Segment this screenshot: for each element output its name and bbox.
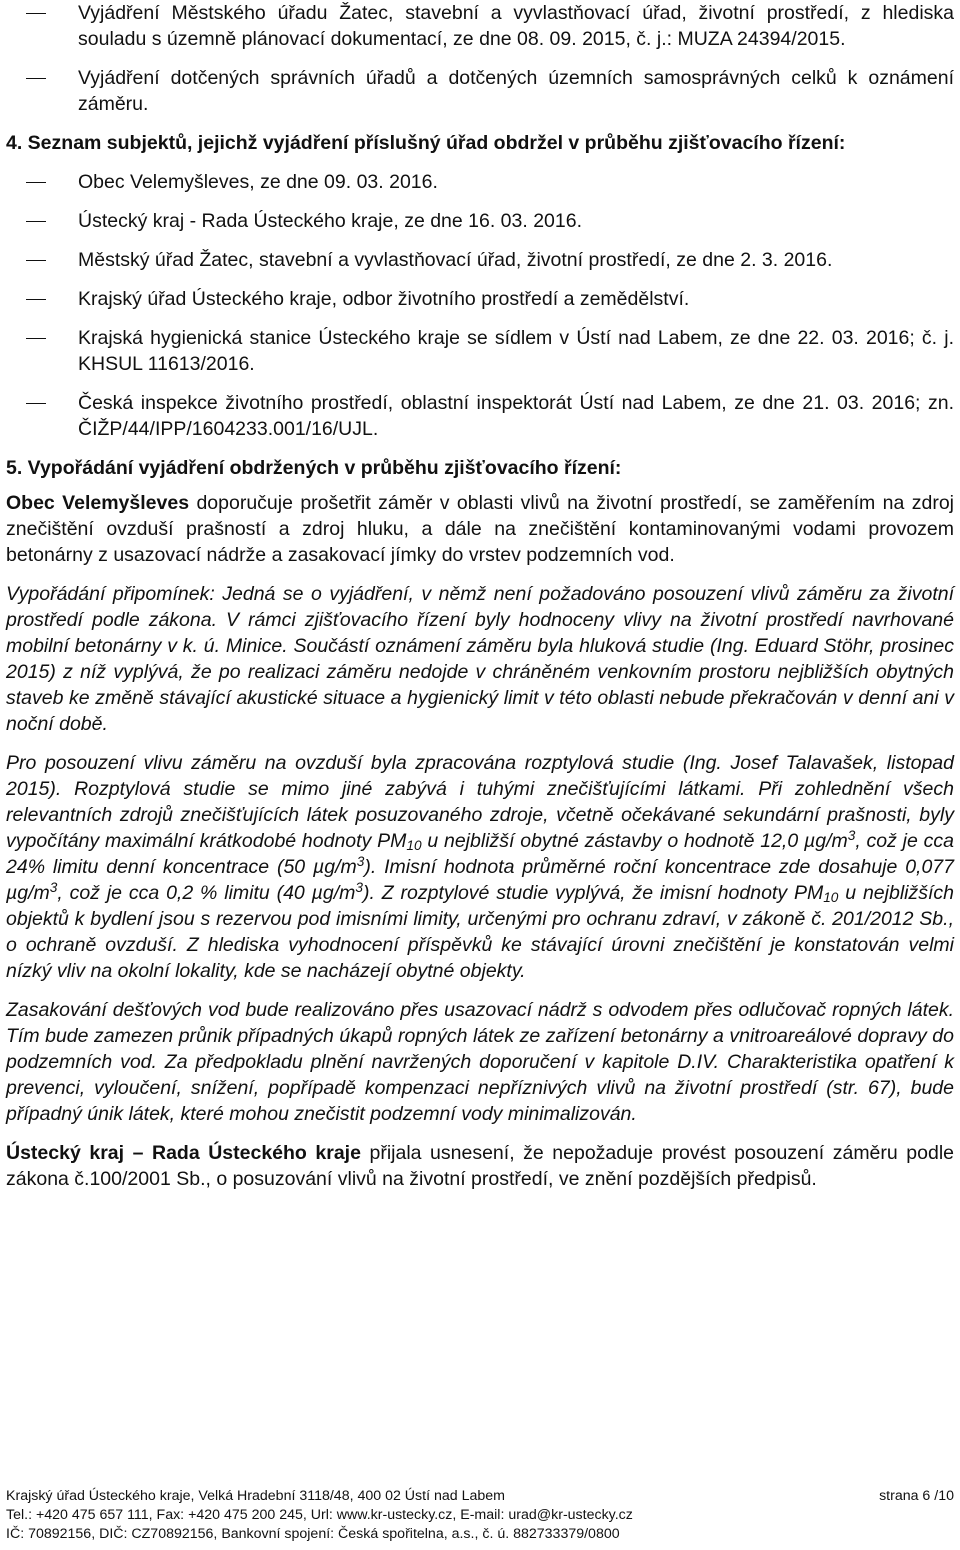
paragraph-vyporadani: Vypořádání připomínek: Jedná se o vyjádření, v němž není požadováno posouzení vlivů záměru za životní prostředí podle zákona. V rámci zjišťovacího řízení byly hodnoceny vlivy na životní prostředí navrhované mobilní betonárny v k. ú. Minice. Součástí oznámení záměru byla hluková studie (Ing. Eduard Stöhr, prosinec 2015) z níž vyplývá, že po realizaci záměru nedojde v chráněném venkovním prostoru nejbližších obytných staveb ke změně stávající akustické situace a hygienický limit v této oblasti nebude překračován v denní ani v noční době. [6, 583, 954, 735]
paragraph-obec [6, 490, 954, 568]
list-item: Krajská hygienická stanice Ústeckého kraje se sídlem v Ústí nad Labem, ze dne 22. 03. 2016; č. j. KHSUL 11613/2016. [6, 325, 954, 377]
section-5-heading: 5. Vypořádání vyjádření obdržených v průběhu zjišťovacího řízení: [6, 457, 622, 479]
list-item: Česká inspekce životního prostředí, oblastní inspektorát Ústí nad Labem, ze dne 21. 03. 2016; zn. ČIŽP/44/IPP/1604233.001/16/UJL. [6, 390, 954, 442]
text-run: u nejbližších objektů k bydlení jsou s rezervou pod imisními limity, určenými pro ochranu zdraví, v zákoně č. 201/2012 Sb., o ochraně ovzduší. Z hlediska vyhodnocení příspěvků ke stávající úrovni znečištění je konstatován velmi nízký vliv na okolní lokality, kde se nacházejí obytné objekty. [6, 882, 954, 982]
footer-line-2 [6, 1506, 954, 1525]
list-item: Obec Velemyšleves, ze dne 09. 03. 2016. [6, 169, 954, 195]
paragraph-text: doporučuje prošetřit záměr v oblasti vlivů na životní prostředí, se zaměřením na zdroj znečištění ovzduší prašností a zdroj hluku, a dále na znečištění kontaminovanými vodami provozem betonárny z usazovací nádrže a zasakovací jímky do vrstev podzemních vod. [6, 492, 954, 566]
text-run: ). Imisní hodnota průměrné roční koncentrace zde dosahuje 0,077 µg/m [6, 856, 954, 904]
paragraph-rozptylova-studie [6, 750, 954, 984]
paragraph-ustecky-kraj [6, 1140, 954, 1192]
text-run: u nejbližší obytné zástavby o hodnotě 12,0 µg/m [421, 830, 848, 852]
footer-address: Krajský úřad Ústeckého kraje, Velká Hradební 3118/48, 400 02 Ústí nad Labem [6, 1488, 505, 1504]
bold-subject-name: Obec Velemyšleves [6, 492, 190, 514]
superscript: 3 [355, 880, 363, 895]
list-item: Krajský úřad Ústeckého kraje, odbor životního prostředí a zemědělství. [6, 286, 954, 312]
paragraph-zasakovani: Zasakování dešťových vod bude realizováno přes usazovací nádrž s odvodem přes odlučovač ropných látek. Tím bude zamezen průnik případných úkapů ropných látek ze zařízení betonárny a vnitroareálové dopravy do podzemních vod. Za předpokladu plnění navržených doporučení v kapitole D.IV. Charakteristika opatření k prevenci, vyloučení, snížení, popřípadě kompenzaci nepříznivých vlivů na životní prostředí (str. 67), bude případný únik látek, které mohou znečistit podzemní vody minimalizován. [6, 999, 954, 1125]
text-run: , což je cca 0,2 % limitu (40 µg/m [57, 882, 356, 904]
page-content [6, 0, 954, 1205]
superscript: 3 [356, 854, 365, 869]
footer-bank-info: IČ: 70892156, DIČ: CZ70892156, Bankovní spojení: Česká spořitelna, a.s., č. ú. 882733379/0800 [6, 1526, 620, 1542]
text-run: ). Z rozptylové studie vyplývá, že imisní hodnoty PM [362, 882, 824, 904]
footer-line-3 [6, 1525, 954, 1544]
footer-contacts: Tel.: +420 475 657 111, Fax: +420 475 200 245, Url: www.kr-ustecky.cz, E-mail: urad@kr-ustecky.cz [6, 1507, 633, 1523]
text-run: Pro posouzení vlivu záměru na ovzduší byla zpracována rozptylová studie (Ing. Josef Talavašek, listopad 2015). Rozptylová studie se mimo jiné zabývá i tuhými znečišťujícími látkami. Při zohlednění všech relevantních zdrojů znečišťujících látek posuzovaného zdroje, včetně očekávané sekundární prašnosti, byly vypočítány maximální krátkodobé hodnoty PM [6, 752, 954, 852]
paragraph-text: přijala usnesení, že nepožaduje provést posouzení záměru podle zákona č.100/2001 Sb., o posuzování vlivů na životní prostředí, ve znění pozdějších předpisů. [6, 1142, 954, 1190]
list-item: Ústecký kraj - Rada Ústeckého kraje, ze dne 16. 03. 2016. [6, 208, 954, 234]
list-item: Vyjádření Městského úřadu Žatec, stavební a vyvlastňovací úřad, životní prostředí, z hlediska souladu s územně plánovací dokumentací, ze dne 08. 09. 2015, č. j.: MUZA 24394/2015. [6, 0, 954, 52]
list-item: Městský úřad Žatec, stavební a vyvlastňovací úřad, životní prostředí, ze dne 2. 3. 2016. [6, 247, 954, 273]
list-item: Vyjádření dotčených správních úřadů a dotčených územních samosprávných celků k oznámení záměru. [6, 65, 954, 117]
bold-subject-name: Ústecký kraj – Rada Ústeckého kraje [6, 1142, 361, 1164]
page-number: strana 6 /10 [879, 1488, 954, 1504]
section-4-heading: 4. Seznam subjektů, jejichž vyjádření příslušný úřad obdržel v průběhu zjišťovacího řízení: [6, 132, 846, 154]
top-dash-list [6, 0, 954, 117]
page-footer [6, 1487, 954, 1544]
text-run: , což je cca 24% limitu denní koncentrace (50 µg/m [6, 830, 954, 878]
section-4-list [6, 169, 954, 442]
footer-line-1 [6, 1487, 954, 1506]
superscript: 3 [847, 828, 856, 843]
subscript: 10 [406, 838, 422, 853]
superscript: 3 [49, 880, 58, 895]
subscript: 10 [823, 890, 839, 905]
